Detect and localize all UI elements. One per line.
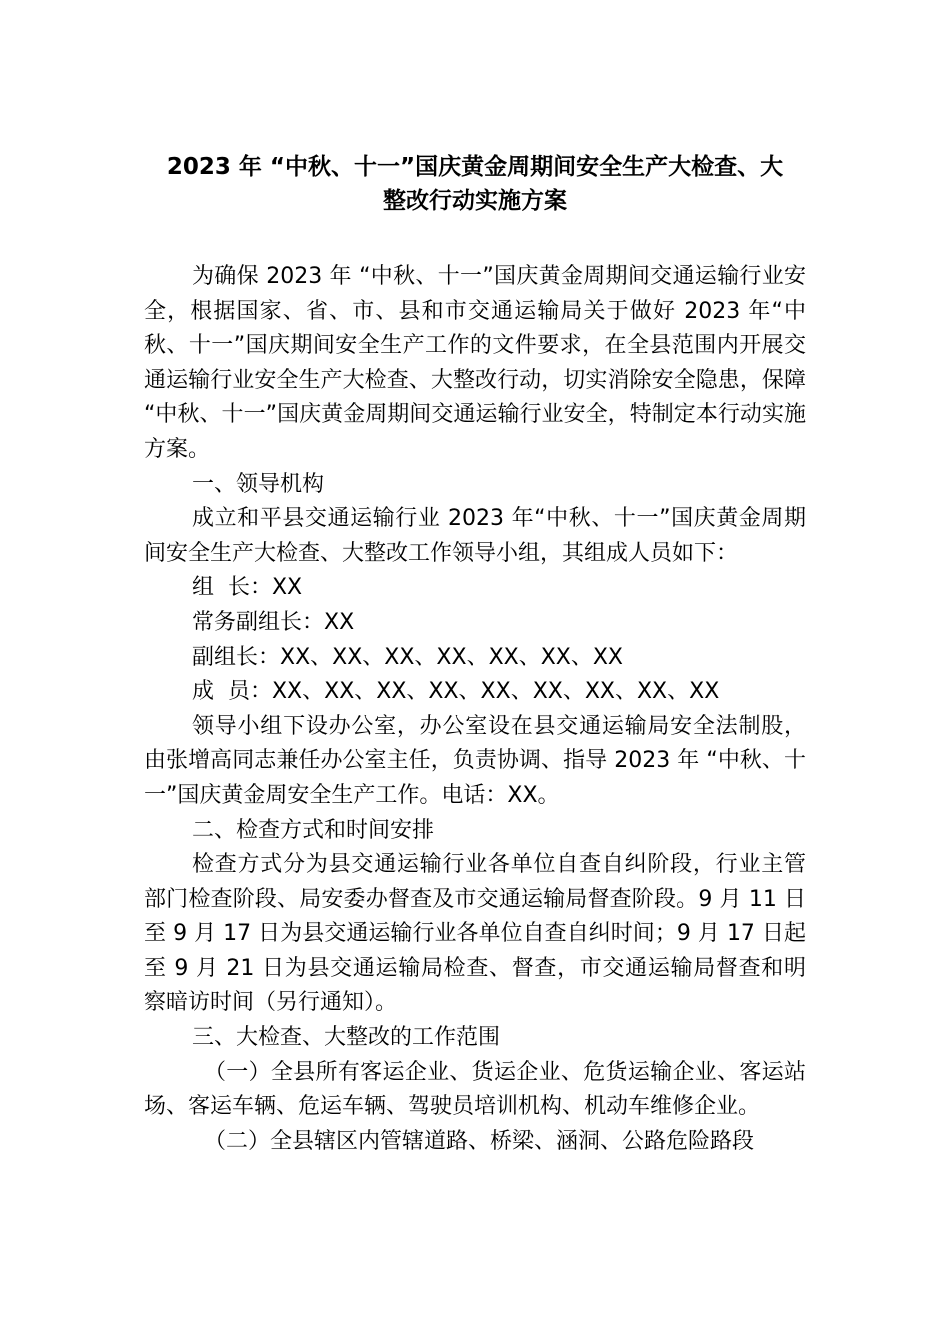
title-line-1: 2023 年 “中秋、十一”国庆黄金周期间安全生产大检查、大 bbox=[166, 154, 784, 180]
document-page bbox=[144, 150, 806, 1159]
office-paragraph: 领导小组下设办公室，办公室设在县交通运输局安全法制股，由张增高同志兼任办公室主任，负责协调、指导 2023 年 “中秋、十一”国庆黄金周安全生产工作。电话：XX。 bbox=[144, 713, 806, 808]
schedule-paragraph: 检查方式分为县交通运输行业各单位自查自纠阶段，行业主管部门检查阶段、局安委办督查及市交通运输局督查阶段。9 月 11 日至 9 月 17 日为县交通运输行业各单位自查自纠时间；9 月 17 日起至 9 月 21 日为县交通运输局检查、督查，市交通运输局督查和明察暗访时间（另行通知）。 bbox=[144, 852, 806, 1016]
section-heading-scope: 三、大检查、大整改的工作范围 bbox=[192, 1025, 501, 1051]
scope-item-1: （一）全县所有客运企业、货运企业、危货运输企业、客运站场、客运车辆、危运车辆、驾驶员培训机构、机动车维修企业。 bbox=[144, 1059, 806, 1120]
section-heading-schedule: 二、检查方式和时间安排 bbox=[192, 817, 435, 843]
intro-paragraph: 为确保 2023 年 “中秋、十一”国庆黄金周期间交通运输行业安全，根据国家、省、市、县和市交通运输局关于做好 2023 年“中秋、十一”国庆期间安全生产工作的文件要求，在全县范围内开展交通运输行业安全生产大检查、大整改行动，切实消除安全隐患，保障 “中秋、十一”国庆黄金周期间交通运输行业安全，特制定本行动实施方案。 bbox=[144, 264, 806, 462]
leadership-paragraph: 成立和平县交通运输行业 2023 年“中秋、十一”国庆黄金周期间安全生产大检查、大整改工作领导小组，其组成人员如下： bbox=[144, 506, 806, 566]
document-body bbox=[144, 260, 806, 1159]
exec-deputy-line: 常务副组长：XX bbox=[192, 609, 355, 635]
leader-line: 组 长：XX bbox=[192, 575, 303, 601]
section-heading-leadership: 一、领导机构 bbox=[192, 471, 325, 497]
deputies-line: 副组长：XX、XX、XX、XX、XX、XX、XX bbox=[192, 644, 623, 670]
members-line: 成 员：XX、XX、XX、XX、XX、XX、XX、XX、XX bbox=[192, 679, 720, 705]
scope-item-2: （二）全县辖区内管辖道路、桥梁、涵洞、公路危险路段 bbox=[204, 1128, 755, 1154]
title-line-2: 整改行动实施方案 bbox=[383, 188, 567, 214]
document-title bbox=[144, 150, 806, 218]
